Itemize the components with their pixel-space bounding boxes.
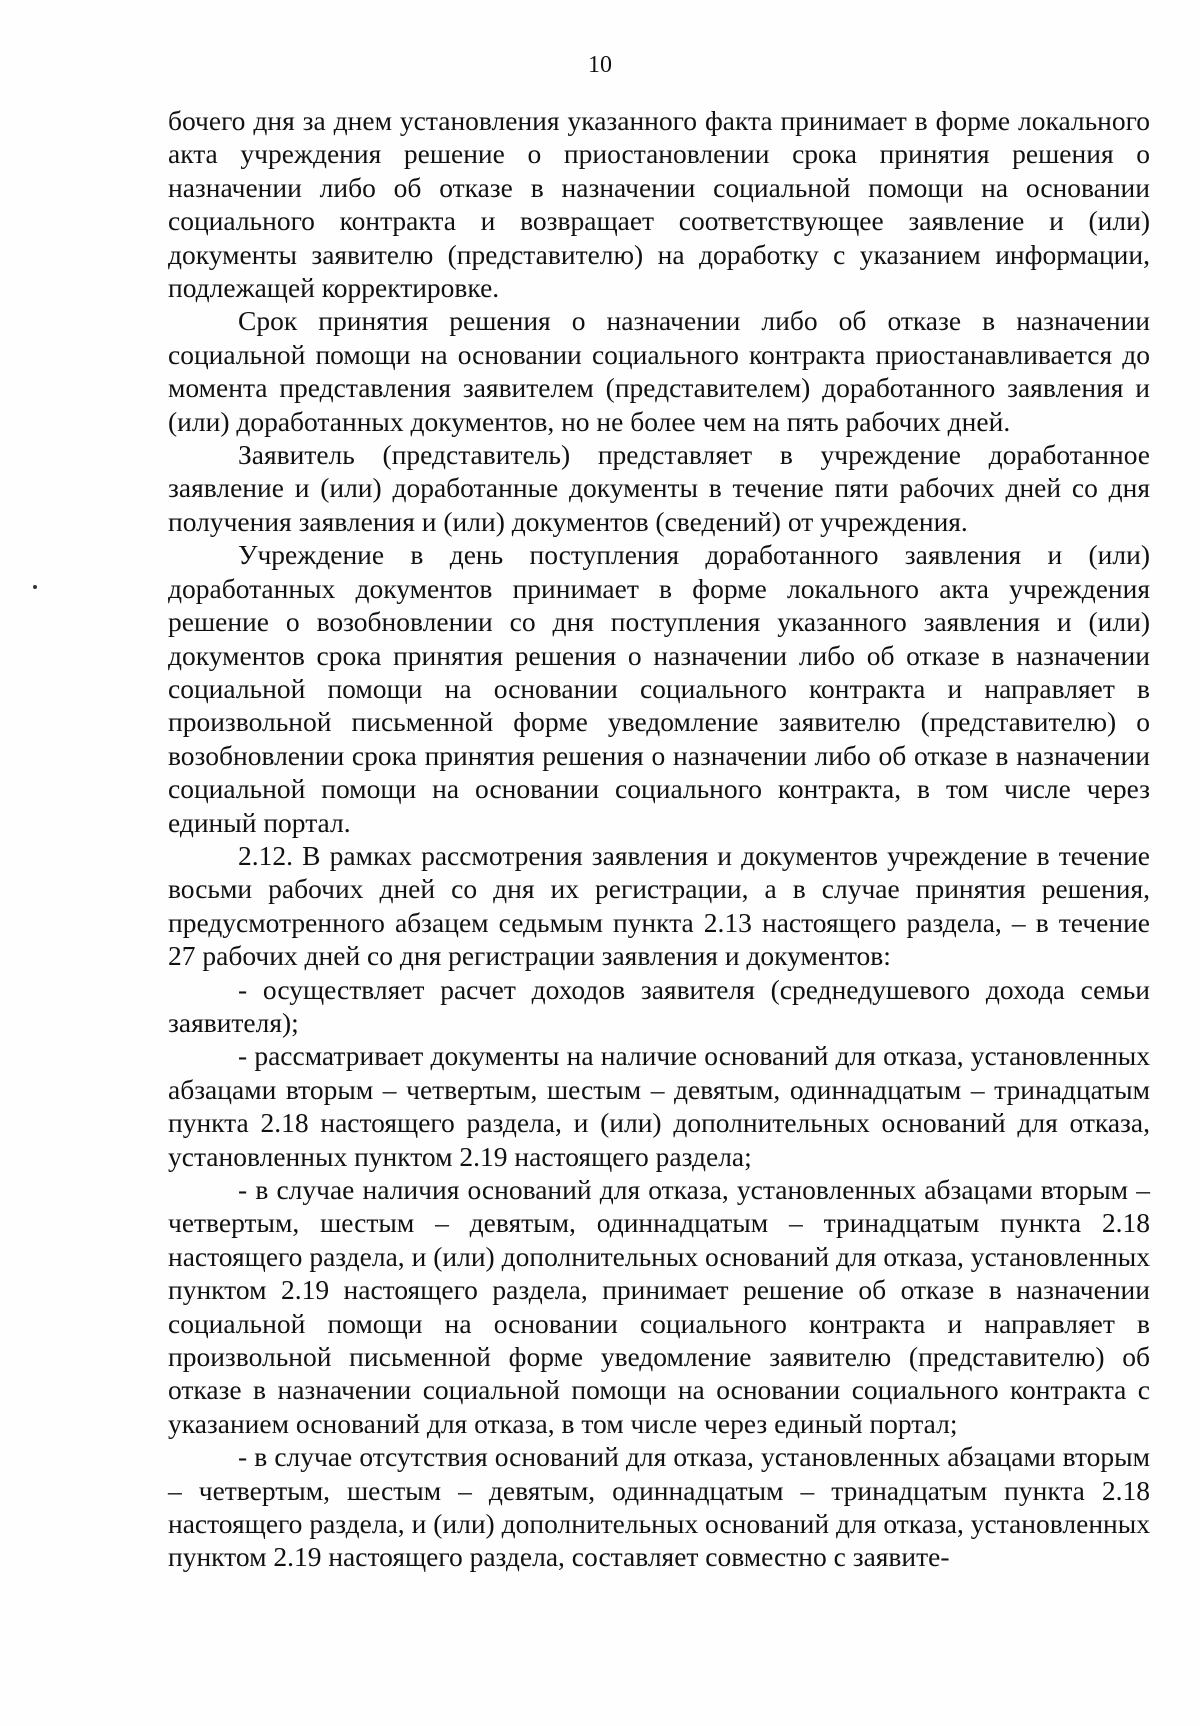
- list-item-no-grounds: - в случае отсутствия оснований для отказа, установленных абзацами вторым – четвертым, шестым – девятым, одиннадцатым – тринадцатым пункта 2.18 настоящего раздела, и (или) дополнительных оснований для отказа, установленных пунктом 2.19 настоящего раздела, составляет совместно с заявите-: [168, 1441, 1150, 1573]
- document-body: [168, 104, 1150, 1574]
- list-item-income: - осуществляет расчет доходов заявителя (среднедушевого дохода семьи заявителя);: [168, 973, 1150, 1038]
- paragraph-continuation: бочего дня за днем установления указанного факта принимает в форме локального акта учреждения решение о приостановлении срока принятия решения о назначении либо об отказе в назначении социальной помощи на основании социального контракта и возвращает соответствующее заявление и (или) документы заявителю (представителю) на доработку с указанием информации, подлежащей корректировке.: [168, 105, 1150, 304]
- paragraph-applicant-submits: Заявитель (представитель) представляет в учреждение доработанное заявление и (или) доработанные документы в течение пяти рабочих дней со дня получения заявления и (или) документов (сведений) от учреждения.: [168, 439, 1150, 537]
- paragraph-suspension-term: Срок принятия решения о назначении либо об отказе в назначении социальной помощи на основании социального контракта приостанавливается до момента представления заявителем (представителем) доработанного заявления и (или) доработанных документов, но не более чем на пять рабочих дней.: [168, 305, 1150, 437]
- page-number: 10: [588, 52, 612, 78]
- paragraph-clause-2-12: 2.12. В рамках рассмотрения заявления и документов учреждение в течение восьми рабочих дней со дня их регистрации, а в случае принятия решения, предусмотренного абзацем седьмым пункта 2.13 настоящего раздела, – в течение 27 рабочих дней со дня регистрации заявления и документов:: [168, 839, 1150, 972]
- list-item-review: - рассматривает документы на наличие оснований для отказа, установленных абзацами вторым – четвертым, шестым – девятым, одиннадцатым – тринадцатым пункта 2.18 настоящего раздела, и (или) дополнительных оснований для отказа, установленных пунктом 2.19 настоящего раздела;: [168, 1040, 1150, 1172]
- paragraph-resumption: Учреждение в день поступления доработанного заявления и (или) доработанных документов принимает в форме локального акта учреждения решение о возобновлении со дня поступления указанного заявления и (или) документов срока принятия решения о назначении либо об отказе в назначении социальной помощи на основании социального контракта и направляет в произвольной письменной форме уведомление заявителю (представителю) о возобновлении срока принятия решения о назначении либо об отказе в назначении социальной помощи на основании социального контракта, в том числе через единый портал.: [168, 539, 1150, 838]
- list-item-refusal: - в случае наличия оснований для отказа, установленных абзацами вторым – четвертым, шестым – девятым, одиннадцатым – тринадцатым пункта 2.18 настоящего раздела, и (или) дополнительных оснований для отказа, установленных пунктом 2.19 настоящего раздела, принимает решение об отказе в назначении социальной помощи на основании социального контракта и направляет в произвольной письменной форме уведомление заявителю (представителю) об отказе в назначении социальной помощи на основании социального контракта с указанием оснований для отказа, в том числе через единый портал;: [168, 1174, 1150, 1439]
- scan-speck: [33, 585, 37, 589]
